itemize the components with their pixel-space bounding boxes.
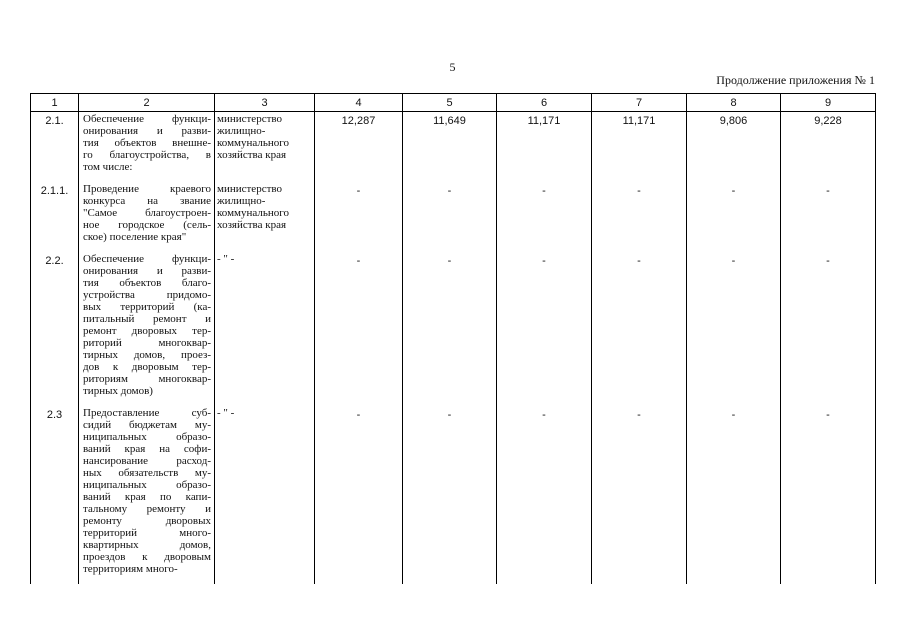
activity-name <box>79 406 215 584</box>
column-header-8: 8 <box>687 94 781 112</box>
value-cell: - <box>403 406 497 584</box>
column-header-6: 6 <box>497 94 592 112</box>
activity-name-line: го благоустройства, в <box>83 149 211 161</box>
activity-name-line: ремонт дворовых тер- <box>83 325 211 337</box>
value-cell: 11,649 <box>403 112 497 183</box>
activity-name <box>79 182 215 252</box>
value-cell: - <box>403 182 497 252</box>
executor-line: жилищно- <box>217 195 266 207</box>
activity-name-line: риторий многоквар- <box>83 337 211 349</box>
activity-name-line: тирных домов) <box>83 385 153 397</box>
activity-name-line: территорий много- <box>83 527 211 539</box>
value-cell: - <box>315 406 403 584</box>
column-header-7: 7 <box>592 94 687 112</box>
value-cell: 12,287 <box>315 112 403 183</box>
activity-name-line: ное городское (сель- <box>83 219 211 231</box>
executor-line: хозяйства края <box>217 219 287 231</box>
column-header-1: 1 <box>31 94 79 112</box>
activity-name-line: сидий бюджетам му- <box>83 419 211 431</box>
page-number: 5 <box>449 60 456 74</box>
activity-name-line: ниципальных образо- <box>83 479 211 491</box>
activity-name-line: вых территорий (ка- <box>83 301 211 313</box>
activity-name-line: ваний края на софи- <box>83 443 211 455</box>
executor-line: коммунального <box>217 207 289 219</box>
row-number: 2.3 <box>31 406 79 584</box>
activity-name-line: ных обязательств му- <box>83 467 211 479</box>
value-cell: - <box>497 406 592 584</box>
value-cell: - <box>592 406 687 584</box>
activity-name-line: "Самое благоустроен- <box>83 207 211 219</box>
executor-line: жилищно- <box>217 125 266 137</box>
table-row <box>31 252 876 406</box>
activity-name-line: ское) поселение края" <box>83 231 187 243</box>
activity-name-line: риториям многоквар- <box>83 373 211 385</box>
value-cell: - <box>781 252 876 406</box>
column-header-2: 2 <box>79 94 215 112</box>
executor-line: хозяйства края <box>217 149 287 161</box>
appendix-continuation-label: Продолжение приложения № 1 <box>716 73 875 87</box>
value-cell: - <box>497 182 592 252</box>
executor <box>215 182 315 252</box>
value-cell: 11,171 <box>497 112 592 183</box>
table-row <box>31 182 876 252</box>
activity-name-line: ремонту дворовых <box>83 515 211 527</box>
table-row <box>31 112 876 183</box>
row-number: 2.1. <box>31 112 79 183</box>
value-cell: - <box>592 252 687 406</box>
executor-line: коммунального <box>217 137 289 149</box>
value-cell: 9,806 <box>687 112 781 183</box>
activity-name-line: дов к дворовым тер- <box>83 361 211 373</box>
value-cell: - <box>687 406 781 584</box>
activity-name-line: Обеспечение функци- <box>83 113 211 125</box>
value-cell: - <box>315 252 403 406</box>
activity-name-line: ниципальных образо- <box>83 431 211 443</box>
activity-name-line: том числе: <box>83 161 133 173</box>
activity-name-line: квартирных домов, <box>83 539 211 551</box>
executor-line: министерство <box>217 183 283 195</box>
activity-name-line: устройства придомо- <box>83 289 211 301</box>
table-row <box>31 406 876 584</box>
value-cell: 11,171 <box>592 112 687 183</box>
value-cell: - <box>315 182 403 252</box>
activity-name-line: Обеспечение функци- <box>83 253 211 265</box>
row-number: 2.1.1. <box>31 182 79 252</box>
row-number: 2.2. <box>31 252 79 406</box>
activity-name-line: онирования и разви- <box>83 125 211 137</box>
activity-name-line: онирования и разви- <box>83 265 211 277</box>
activity-name-line: нансирование расход- <box>83 455 211 467</box>
activity-name <box>79 112 215 183</box>
value-cell: 9,228 <box>781 112 876 183</box>
activity-name-line: территориям много- <box>83 563 178 575</box>
value-cell: - <box>687 252 781 406</box>
activity-name-line: Проведение краевого <box>83 183 211 195</box>
activity-name-line: Предоставление суб- <box>83 407 211 419</box>
value-cell: - <box>687 182 781 252</box>
header-row <box>31 94 876 112</box>
value-cell: - <box>781 182 876 252</box>
executor <box>215 112 315 183</box>
value-cell: - <box>497 252 592 406</box>
activity-name-line: тия объектов внешне- <box>83 137 211 149</box>
column-header-9: 9 <box>781 94 876 112</box>
column-header-3: 3 <box>215 94 315 112</box>
executor-line: министерство <box>217 113 283 125</box>
activity-name-line: проездов к дворовым <box>83 551 211 563</box>
activity-name-line: тия объектов благо- <box>83 277 211 289</box>
activity-name <box>79 252 215 406</box>
activity-name-line: питальный ремонт и <box>83 313 211 325</box>
value-cell: - <box>592 182 687 252</box>
executor-line: - " - <box>217 407 235 419</box>
table-body <box>31 112 876 585</box>
column-header-4: 4 <box>315 94 403 112</box>
value-cell: - <box>781 406 876 584</box>
value-cell: - <box>403 252 497 406</box>
executor <box>215 406 315 584</box>
executor-line: - " - <box>217 253 235 265</box>
activity-name-line: тальному ремонту и <box>83 503 211 515</box>
column-header-5: 5 <box>403 94 497 112</box>
activity-name-line: ваний края по капи- <box>83 491 211 503</box>
activity-name-line: тирных домов, проез- <box>83 349 211 361</box>
executor <box>215 252 315 406</box>
activity-name-line: конкурса на звание <box>83 195 211 207</box>
appendix-table <box>30 93 876 584</box>
